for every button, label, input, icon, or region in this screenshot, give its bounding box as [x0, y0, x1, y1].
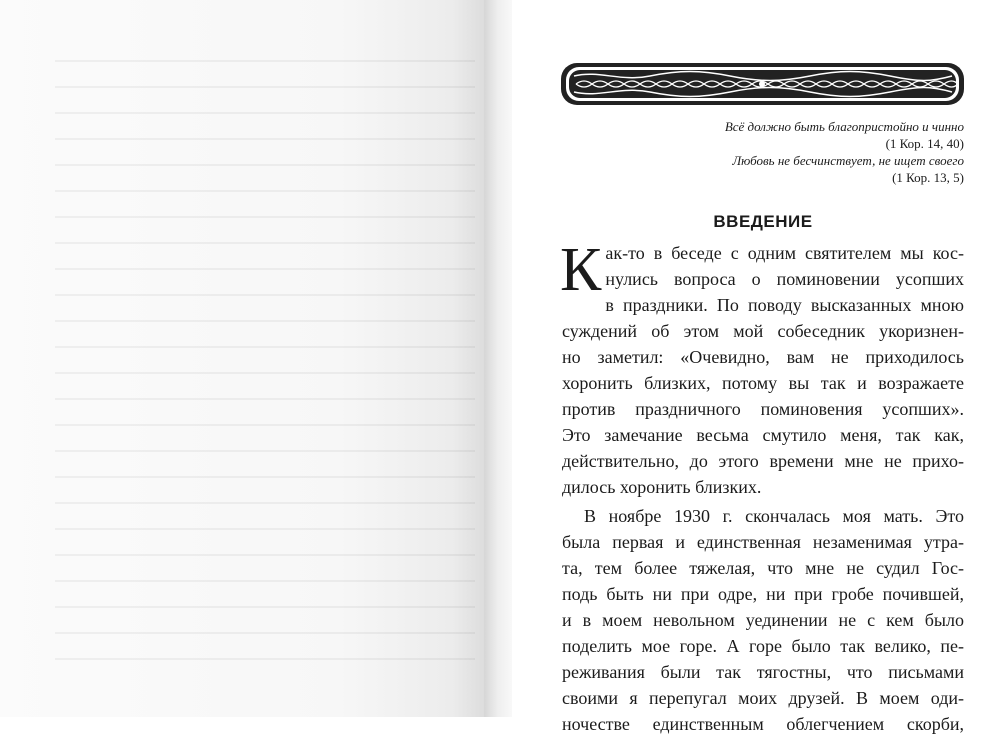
epigraph-reference: (1 Кор. 13, 5) [892, 170, 964, 185]
text-line: в праздники. По поводу высказанных мною [605, 295, 964, 315]
text-line: та, тем более тяжелая, что мне не судил Гос- [562, 558, 964, 578]
text-line: ак-то в беседе с одним святителем мы кос- [605, 243, 964, 263]
ornamental-header-icon [560, 62, 965, 106]
text-line: против праздничного поминовения усопших». [562, 399, 964, 419]
left-page-blank [0, 0, 486, 717]
text-line: нулись вопроса о поминовении усопших [605, 269, 964, 289]
text-line: реживания были так тягостны, что письмами [562, 662, 964, 682]
text-line: Это замечание весьма смутило меня, так как, [562, 425, 964, 445]
text-line: но заметил: «Очевидно, вам не приходилось [562, 347, 964, 367]
book-gutter [484, 0, 514, 717]
text-line: дилось хоронить близких. [562, 477, 762, 497]
text-line: поделить мое горе. А горе было так велико, пе- [562, 636, 964, 656]
text-line: ночестве единственным облегчением скорби, [562, 714, 964, 734]
drop-cap: К [560, 236, 602, 304]
bleed-through-shadow [55, 60, 475, 670]
epigraphs [562, 118, 964, 186]
text-line: В ноябре 1930 г. скончалась моя мать. Это [584, 506, 964, 526]
chapter-title: ВВЕДЕНИЕ [713, 212, 813, 231]
epigraph-quote: Всё должно быть благопристойно и чинно [724, 119, 964, 134]
text-line: действительно, до этого времени мне не прихо- [562, 451, 964, 471]
text-line: и в моем невольном уединении не с кем было [562, 610, 964, 630]
body-text [560, 236, 964, 737]
text-line: своими я перепугал моих друзей. В моем оди- [562, 688, 964, 708]
text-line: хоронить близких, потому вы так и возражаете [562, 373, 964, 393]
epigraph-quote: Любовь не бесчинствует, не ищет своего [732, 153, 964, 168]
text-line: подь быть ни при одре, ни при гробе почившей, [562, 584, 964, 604]
epigraph-reference: (1 Кор. 14, 40) [885, 136, 964, 151]
text-line: суждений об этом мой собеседник укоризнен- [562, 321, 964, 341]
text-line: была первая и единственная незаменимая утра- [562, 532, 964, 552]
